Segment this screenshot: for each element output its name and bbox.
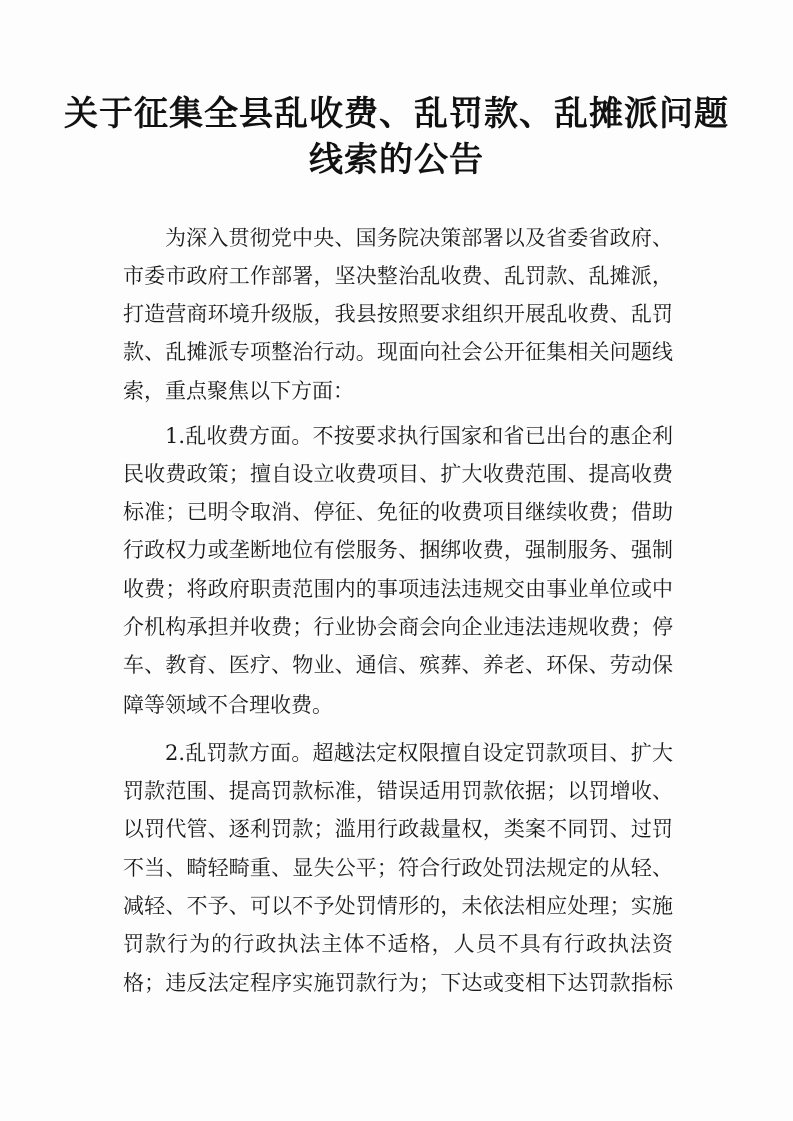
paragraph-2-line: 车、教育、医疗、物业、通信、殡葬、养老、环保、劳动保 xyxy=(123,653,673,677)
paragraph-2-line: 收费；将政府职责范围内的事项违法违规交由事业单位或中 xyxy=(123,577,673,601)
paragraph-3-line: 2.乱罚款方面。超越法定权限擅自设定罚款项目、扩大 xyxy=(165,741,673,765)
paragraph-1-line: 款、乱摊派专项整治行动。现面向社会公开征集相关问题线 xyxy=(123,340,673,364)
paragraph-3-line: 罚款范围、提高罚款标准，错误适用罚款依据；以罚增收、 xyxy=(123,779,673,803)
document-title-line-2: 线索的公告 xyxy=(309,140,484,180)
paragraph-3-line: 不当、畸轻畸重、显失公平；符合行政处罚法规定的从轻、 xyxy=(123,856,673,880)
paragraph-1-line: 索，重点聚焦以下方面： xyxy=(123,379,354,403)
paragraph-2-line: 介机构承担并收费；行业协会商会向企业违法违规收费；停 xyxy=(123,615,673,639)
paragraph-1-line: 为深入贯彻党中央、国务院决策部署以及省委省政府、 xyxy=(165,226,673,250)
paragraph-2-line: 1.乱收费方面。不按要求执行国家和省已出台的惠企利 xyxy=(165,424,673,448)
paragraph-2-line: 民收费政策；擅自设立收费项目、扩大收费范围、提高收费 xyxy=(123,462,673,486)
paragraph-2-line: 行政权力或垄断地位有偿服务、捆绑收费，强制服务、强制 xyxy=(123,538,673,562)
paragraph-3-line: 格；违反法定程序实施罚款行为；下达或变相下达罚款指标 xyxy=(123,971,673,995)
paragraph-1-line: 市委市政府工作部署，坚决整治乱收费、乱罚款、乱摊派， xyxy=(123,264,673,288)
paragraph-3-line: 减轻、不予、可以不予处罚情形的，未依法相应处理；实施 xyxy=(123,894,673,918)
paragraph-2-line: 障等领域不合理收费。 xyxy=(123,693,333,717)
document-title-line-1: 关于征集全县乱收费、乱罚款、乱摊派问题 xyxy=(64,94,729,134)
paragraph-1-line: 打造营商环境升级版，我县按照要求组织开展乱收费、乱罚 xyxy=(123,302,673,326)
paragraph-3-line: 罚款行为的行政执法主体不适格，人员不具有行政执法资 xyxy=(123,932,673,956)
paragraph-3-line: 以罚代管、逐利罚款；滥用行政裁量权，类案不同罚、过罚 xyxy=(123,817,673,841)
paragraph-2-line: 标准；已明令取消、停征、免征的收费项目继续收费；借助 xyxy=(123,500,673,524)
